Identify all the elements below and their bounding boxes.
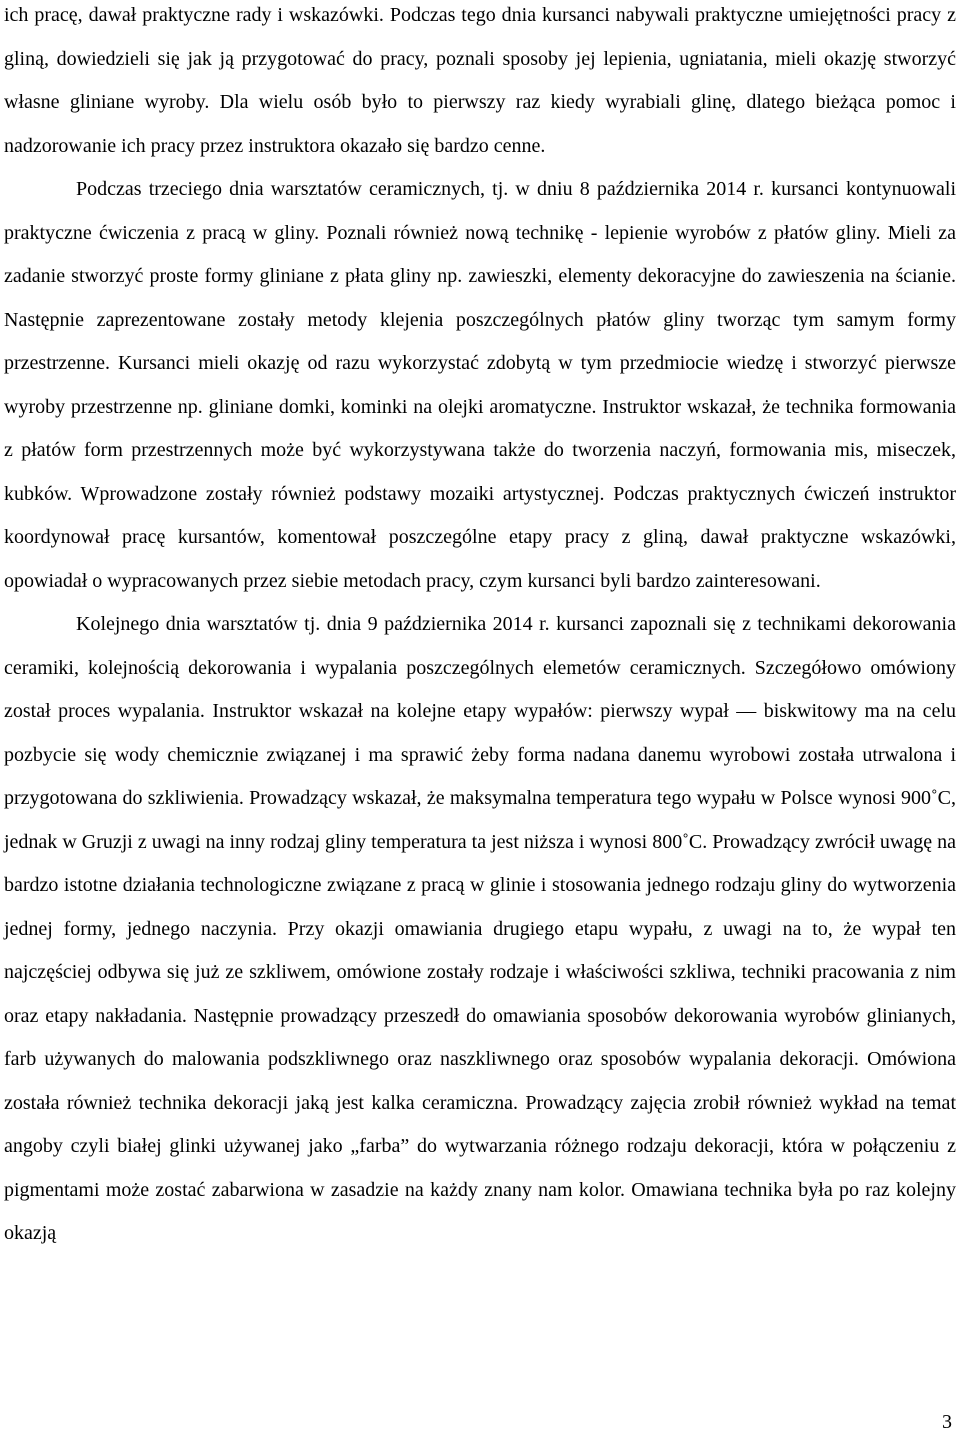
body-paragraph: Podczas trzeciego dnia warsztatów ceramicznych, tj. w dniu 8 października 2014 r. kursanci kontynuowali praktyczne ćwiczenia z pracą w gliny. Poznali również nową technikę - lepienie wyrobów z płatów gliny. Mieli za zadanie stworzyć proste formy gliniane z płata gliny np. zawieszki, elementy dekoracyjne do zawieszenia na ścianie. Następnie zaprezentowane zostały metody klejenia poszczególnych płatów gliny tworząc tym samym formy przestrzenne. Kursanci mieli okazję od razu wykorzystać zdobytą w tym przedmiocie wiedzę i stworzyć pierwsze wyroby przestrzenne np. gliniane domki, kominki na olejki aromatyczne. Instruktor wskazał, że technika formowania z płatów form przestrzennych może być wykorzystywana także do tworzenia naczyń, formowania mis, miseczek, kubków. Wprowadzone zostały również podstawy mozaiki artystycznej. Podczas praktycznych ćwiczeń instruktor koordynował pracę kursantów, komentował poszczególne etapy pracy z gliną, dawał praktyczne wskazówki, opowiadał o wypracowanych przez siebie metodach pracy, czym kursanci byli bardzo zainteresowani. [4,178,956,592]
page-number: 3 [942,1411,952,1433]
body-paragraph: ich pracę, dawał praktyczne rady i wskazówki. Podczas tego dnia kursanci nabywali praktyczne umiejętności pracy z gliną, dowiedzieli się jak ją przygotować do pracy, poznali sposoby jej lepienia, ugniatania, mieli okazję stworzyć własne gliniane wyroby. Dla wielu osób było to pierwszy raz kiedy wyrabiali glinę, dlatego bieżąca pomoc i nadzorowanie ich pracy przez instruktora okazało się bardzo cenne. [4,4,956,157]
document-page [4,0,956,1436]
body-paragraph: Kolejnego dnia warsztatów tj. dnia 9 października 2014 r. kursanci zapoznali się z technikami dekorowania ceramiki, kolejnością dekorowania i wypalania poszczególnych elemetów ceramicznych. Szczegółowo omówiony został proces wypalania. Instruktor wskazał na kolejne etapy wypałów: pierwszy wypał — biskwitowy ma na celu pozbycie się wody chemicznie związanej i ma sprawić żeby forma nadana danemu wyrobowi została utrwalona i przygotowana do szkliwienia. Prowadzący wskazał, że maksymalna temperatura tego wypału w Polsce wynosi 900˚C, jednak w Gruzji z uwagi na inny rodzaj gliny temperatura ta jest niższa i wynosi 800˚C. Prowadzący zwrócił uwagę na bardzo istotne działania technologiczne związane z pracą w glinie i stosowania jednego rodzaju gliny do wytworzenia jednej formy, jednego naczynia. Przy okazji omawiania drugiego etapu wypału, z uwagi na to, że wypał ten najczęściej odbywa się już ze szkliwem, omówione zostały rodzaje i właściwości szkliwa, techniki pracowania z nim oraz etapy nakładania. Następnie prowadzący przeszedł do omawiania sposobów dekorowania wyrobów glinianych, farb używanych do malowania podszkliwnego oraz naszkliwnego oraz sposobów wypalania dekoracji. Omówiona została również technika dekoracji jaką jest kalka ceramiczna. Prowadzący zajęcia zrobił również wykład na temat angoby czyli białej glinki używanej jako „farba” do wytwarzania różnego rodzaju dekoracji, która w połączeniu z pigmentami może zostać zabarwiona w zasadzie na każdy znany nam kolor. Omawiana technika była po raz kolejny okazją [4,613,956,1244]
